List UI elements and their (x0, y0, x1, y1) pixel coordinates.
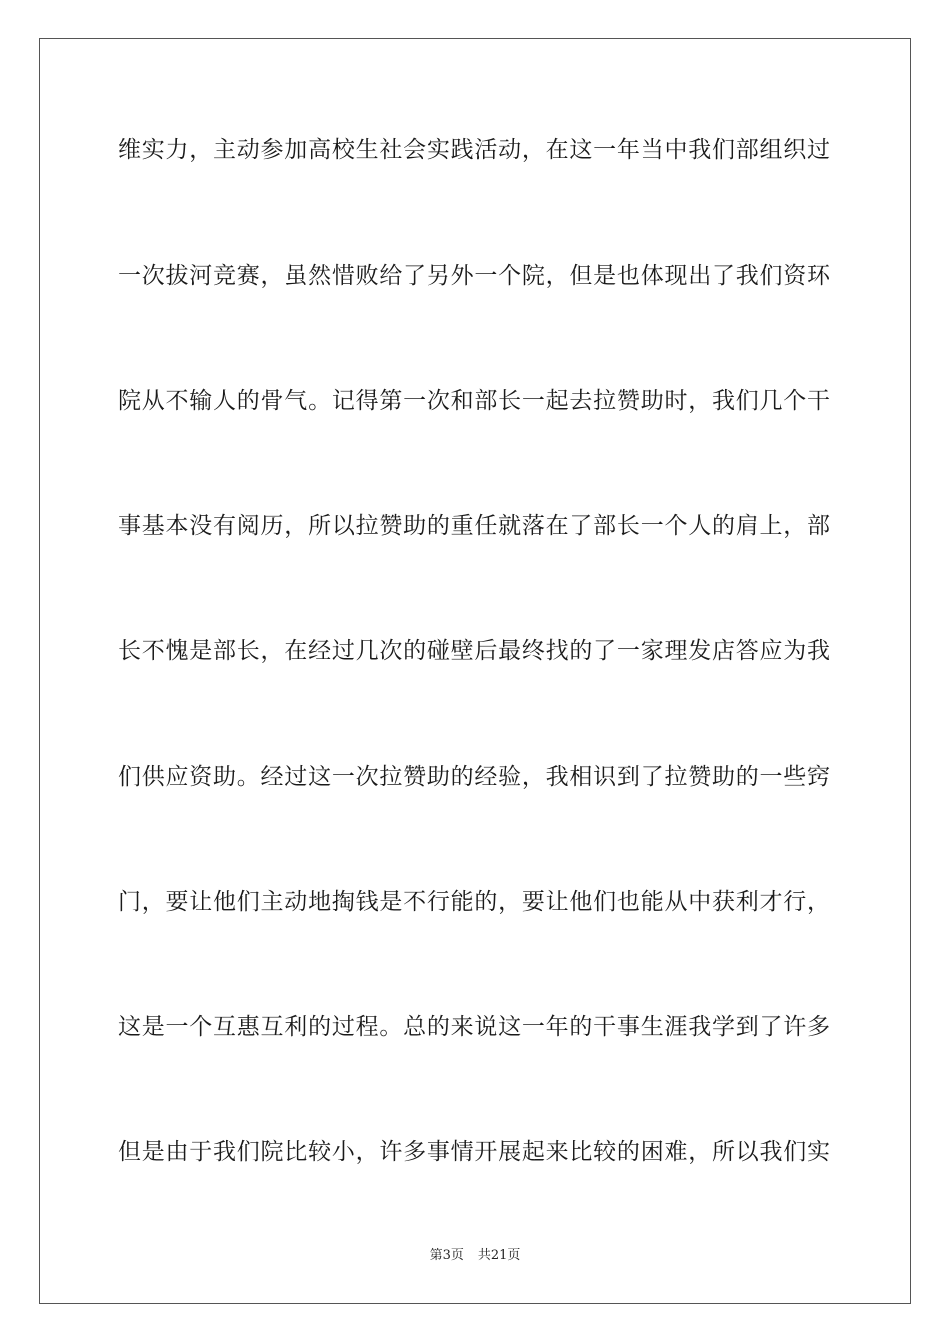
body-text-line-6: 们供应资助。经过这一次拉赞助的经验，我相识到了拉赞助的一些窍 (118, 764, 830, 790)
body-text-line-9: 但是由于我们院比较小，许多事情开展起来比较的困难，所以我们实 (118, 1139, 830, 1165)
body-text-line-5: 长不愧是部长，在经过几次的碰壁后最终找的了一家理发店答应为我 (118, 638, 830, 664)
body-text-line-7: 门，要让他们主动地掏钱是不行能的，要让他们也能从中获利才行， (118, 889, 830, 915)
total-page-count: 共21页 (477, 1248, 521, 1263)
current-page-number: 第3页 (429, 1248, 464, 1263)
body-text-line-2: 一次拔河竞赛，虽然惜败给了另外一个院，但是也体现出了我们资环 (118, 263, 830, 289)
body-text-line-1: 维实力，主动参加高校生社会实践活动，在这一年当中我们部组织过 (118, 137, 830, 163)
body-text-line-4: 事基本没有阅历，所以拉赞助的重任就落在了部长一个人的肩上，部 (118, 513, 830, 539)
body-text-line-3: 院从不输人的骨气。记得第一次和部长一起去拉赞助时，我们几个干 (118, 388, 830, 414)
page-border (39, 38, 911, 1304)
page-footer (0, 1247, 950, 1265)
body-text-line-8: 这是一个互惠互利的过程。总的来说这一年的干事生涯我学到了许多 (118, 1014, 830, 1040)
